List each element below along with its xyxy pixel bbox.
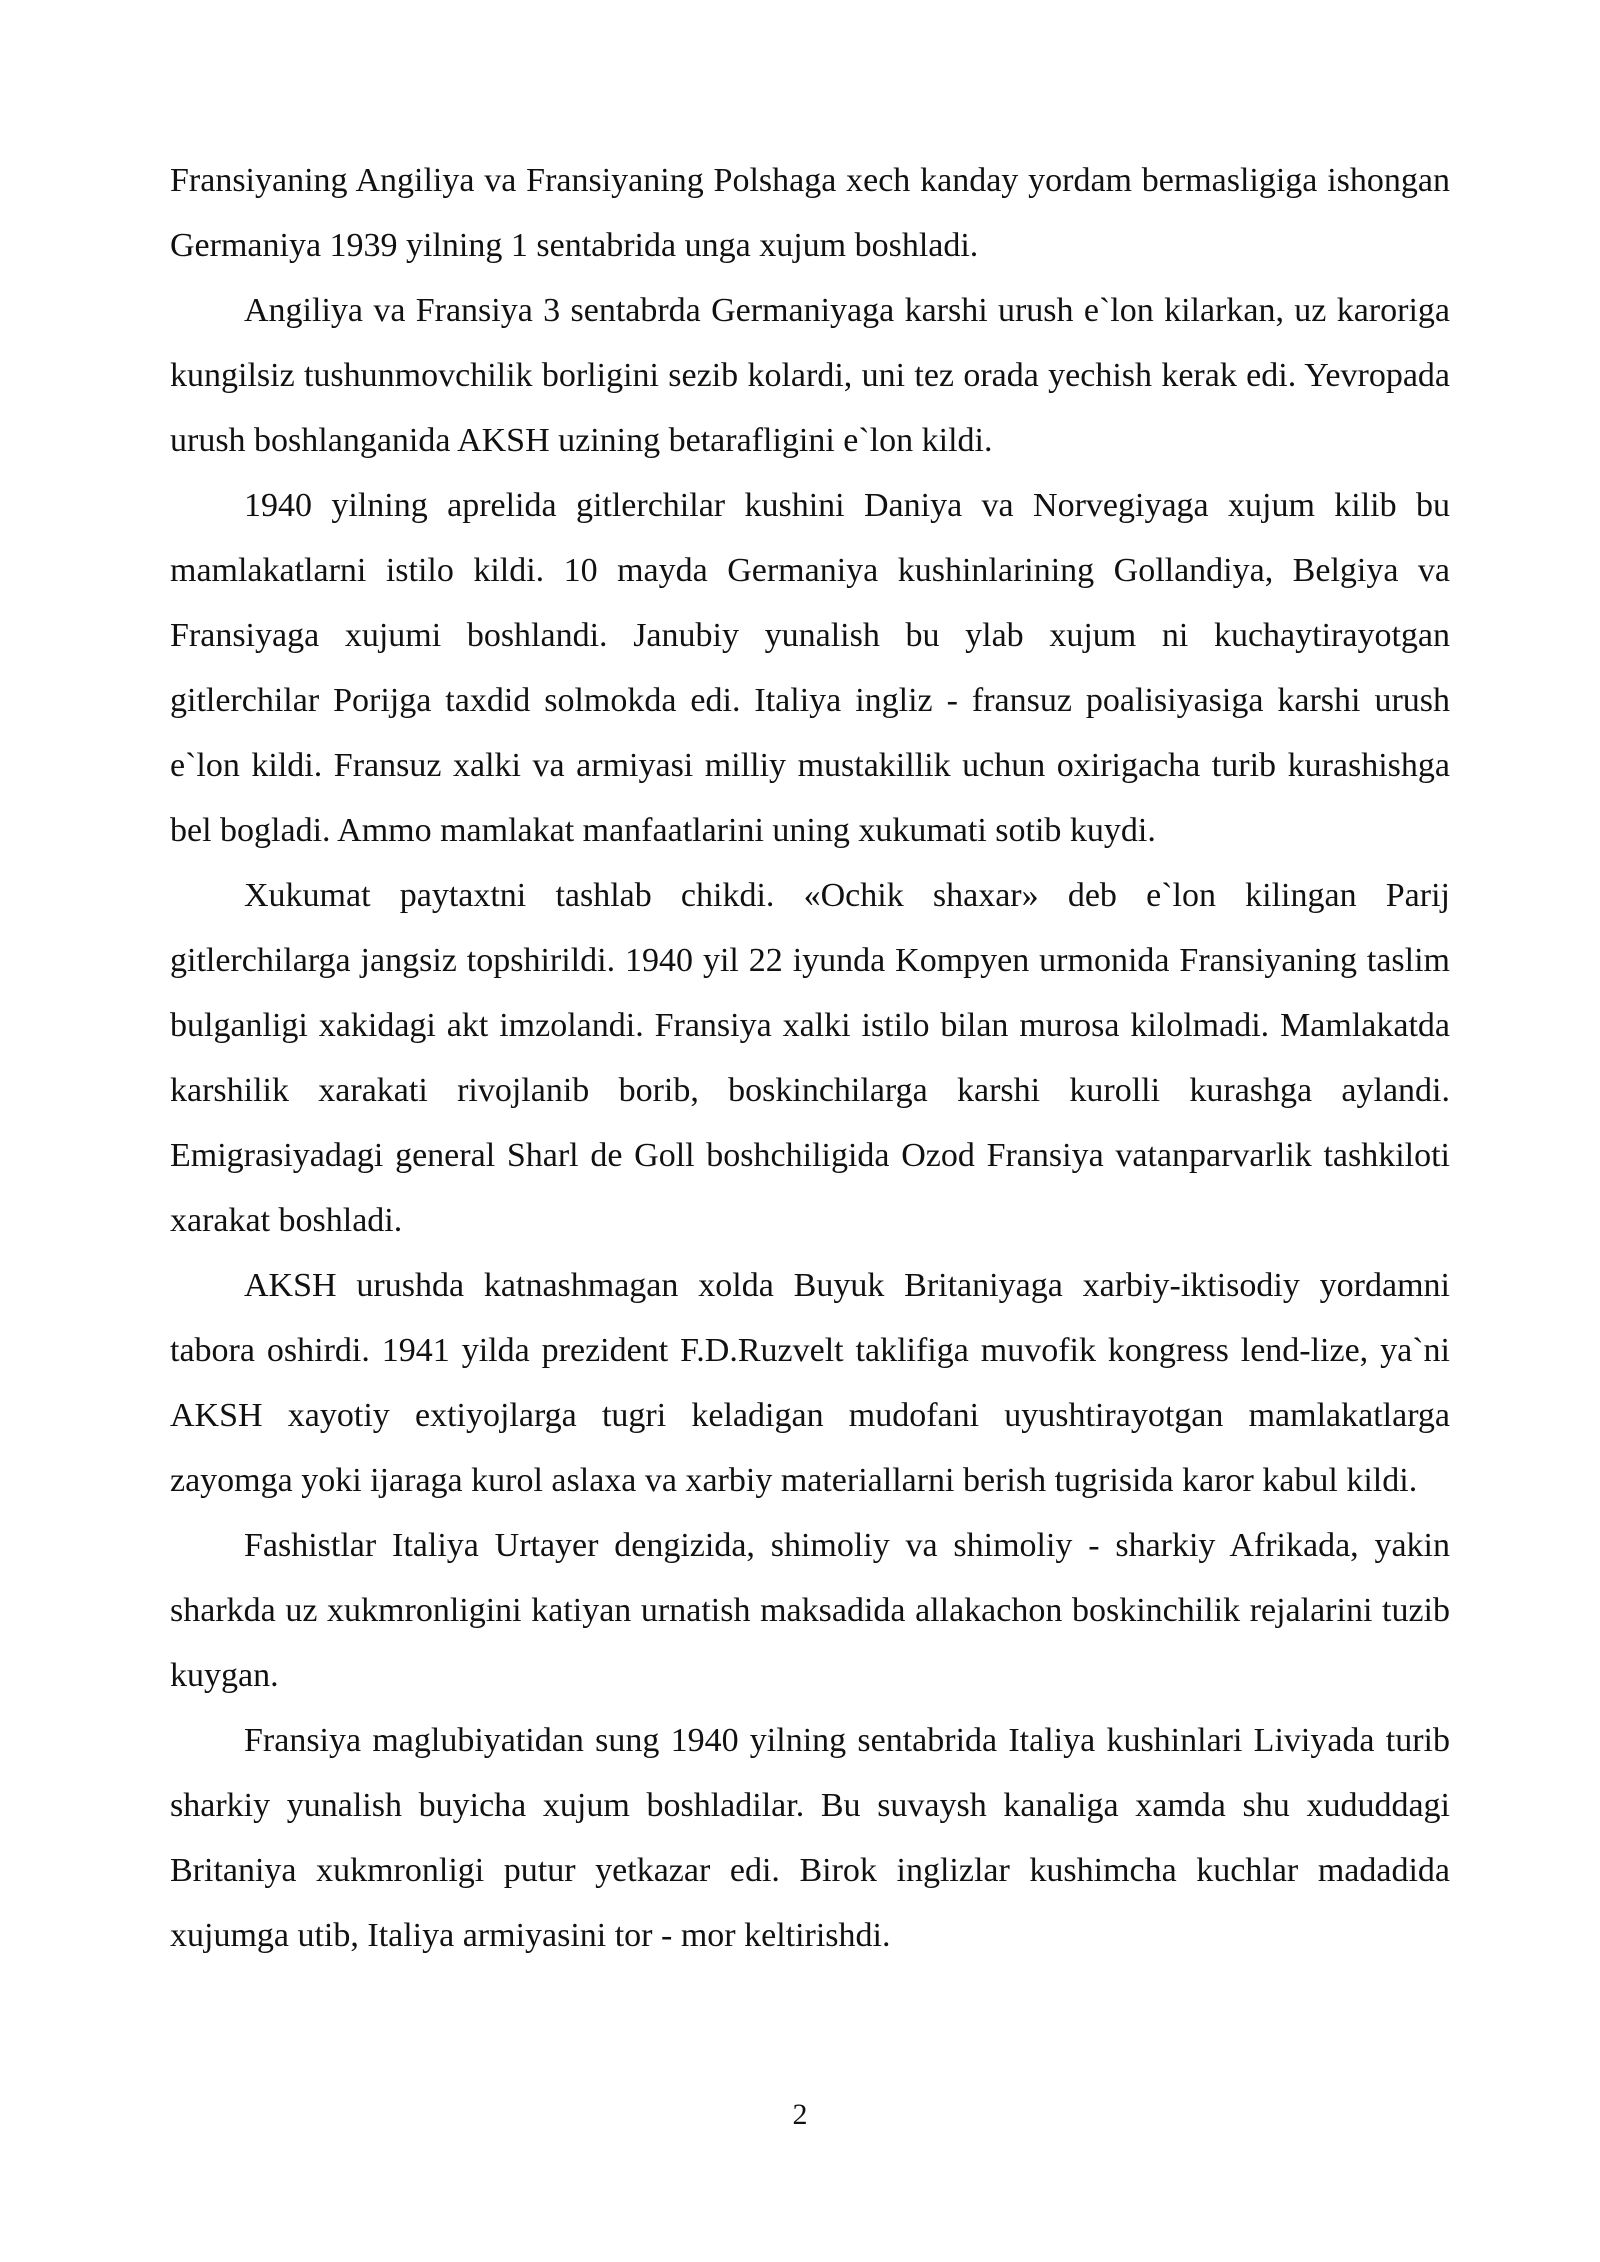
- paragraph-2: Angiliya va Fransiya 3 sentabrda Germaniyaga karshi urush e`lon kilarkan, uz karoriga kungilsiz tushunmovchilik borligini sezib kolardi, uni tez orada yechish kerak edi. Yevropada urush boshlanganida AKSH uzining betarafligini e`lon kildi.: [170, 292, 1450, 459]
- document-body: [170, 148, 1450, 1968]
- paragraph-4: Xukumat paytaxtni tashlab chikdi. «Ochik shaxar» deb e`lon kilingan Parij gitlerchilarga jangsiz topshirildi. 1940 yil 22 iyunda Kompyen urmonida Fransiyaning taslim bulganligi xakidagi akt imzolandi. Fransiya xalki istilo bilan murosa kilolmadi. Mamlakatda karshilik xarakati rivojlanib borib, boskinchilarga karshi kurolli kurashga aylandi. Emigrasiyadagi general Sharl de Goll boshchiligida Ozod Fransiya vatanparvarlik tashkiloti xarakat boshladi.: [170, 877, 1450, 1239]
- paragraph-3: 1940 yilning aprelida gitlerchilar kushini Daniya va Norvegiyaga xujum kilib bu mamlakatlarni istilo kildi. 10 mayda Germaniya kushinlarining Gollandiya, Belgiya va Fransiyaga xujumi boshlandi. Janubiy yunalish bu ylab xujum ni kuchaytirayotgan gitlerchilar Porijga taxdid solmokda edi. Italiya ingliz - fransuz poalisiyasiga karshi urush e`lon kildi. Fransuz xalki va armiyasi milliy mustakillik uchun oxirigacha turib kurashishga bel bogladi. Ammo mamlakat manfaatlarini uning xukumati sotib kuydi.: [170, 487, 1450, 849]
- paragraph-7: Fransiya maglubiyatidan sung 1940 yilning sentabrida Italiya kushinlari Liviyada turib sharkiy yunalish buyicha xujum boshladilar. Bu suvaysh kanaliga xamda shu xududdagi Britaniya xukmronligi putur yetkazar edi. Birok inglizlar kushimcha kuchlar madadida xujumga utib, Italiya armiyasini tor - mor keltirishdi.: [170, 1722, 1450, 1954]
- page-number: 2: [792, 2098, 808, 2131]
- paragraph-6: Fashistlar Italiya Urtayer dengizida, shimoliy va shimoliy - sharkiy Afrikada, yakin sharkda uz xukmronligini katiyan urnatish maksadida allakachon boskinchilik rejalarini tuzib kuygan.: [170, 1527, 1450, 1694]
- paragraph-5: AKSH urushda katnashmagan xolda Buyuk Britaniyaga xarbiy-iktisodiy yordamni tabora oshirdi. 1941 yilda prezident F.D.Ruzvelt taklifiga muvofik kongress lend-lize, ya`ni AKSH xayotiy extiyojlarga tugri keladigan mudofani uyushtirayotgan mamlakatlarga zayomga yoki ijaraga kurol aslaxa va xarbiy materiallarni berish tugrisida karor kabul kildi.: [170, 1267, 1450, 1499]
- paragraph-1: Fransiyaning Angiliya va Fransiyaning Polshaga xech kanday yordam bermasligiga ishongan Germaniya 1939 yilning 1 sentabrida unga xujum boshladi.: [170, 162, 1450, 264]
